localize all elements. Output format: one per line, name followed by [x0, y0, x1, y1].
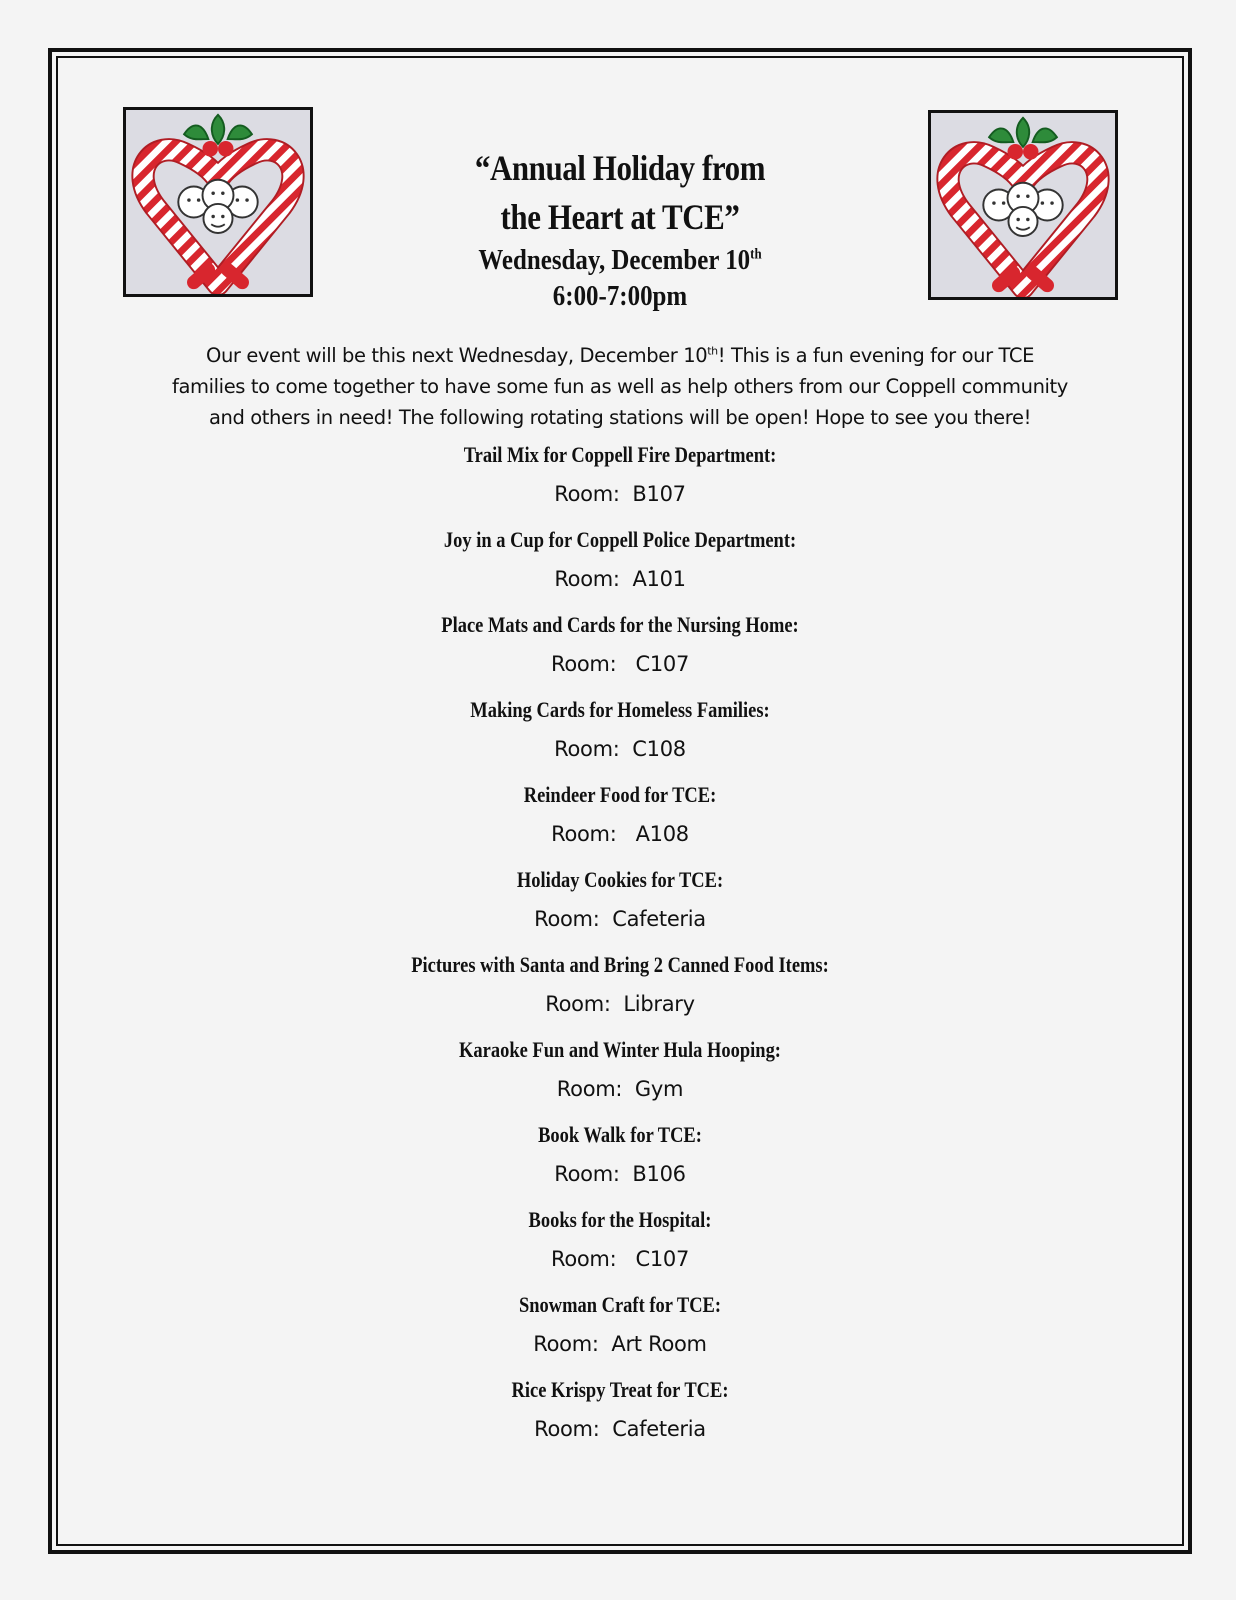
- station-item: [120, 778, 1120, 863]
- station-item: [120, 523, 1120, 608]
- event-title-line-1: “Annual Holiday from: [474, 148, 766, 188]
- event-time: 6:00-7:00pm: [552, 280, 688, 312]
- event-date-suffix: th: [750, 246, 762, 263]
- station-item: [120, 438, 1120, 523]
- station-name: Trail Mix for Coppell Fire Department:: [463, 442, 777, 467]
- station-item: [120, 1288, 1120, 1373]
- station-room: Room: C107: [550, 1247, 690, 1271]
- station-item: [120, 1373, 1120, 1458]
- station-name: Holiday Cookies for TCE:: [516, 867, 724, 892]
- candy-cane-heart-icon: [126, 110, 310, 294]
- intro-line-2: families to come together to have some fun as well as help others from our Coppell community: [172, 375, 1068, 398]
- intro-paragraph: [120, 340, 1120, 433]
- intro-line-1-text: Our event will be this next Wednesday, December 10: [206, 344, 708, 367]
- intro-line-3: and others in need! The following rotating stations will be open! Hope to see you there!: [208, 406, 1031, 429]
- station-item: [120, 608, 1120, 693]
- event-date-text: Wednesday, December 10: [478, 244, 751, 276]
- station-name: Making Cards for Homeless Families:: [470, 697, 770, 722]
- station-name: Karaoke Fun and Winter Hula Hooping:: [459, 1037, 781, 1062]
- station-item: [120, 948, 1120, 1033]
- station-room: Room: Gym: [556, 1077, 684, 1101]
- station-list: [120, 438, 1120, 1458]
- intro-line-1-suffix: th: [707, 344, 718, 358]
- station-room: Room: A101: [554, 567, 686, 591]
- station-room: Room: B106: [554, 1162, 686, 1186]
- station-name: Book Walk for TCE:: [538, 1122, 702, 1147]
- station-name: Snowman Craft for TCE:: [518, 1292, 722, 1317]
- station-room: Room: C107: [550, 652, 690, 676]
- candy-cane-heart-icon: [123, 107, 313, 297]
- station-item: [120, 863, 1120, 948]
- station-room: Room: Cafeteria: [534, 1417, 706, 1441]
- event-date: [362, 242, 878, 278]
- station-room: Room: C108: [554, 737, 686, 761]
- station-name: Rice Krispy Treat for TCE:: [511, 1377, 729, 1402]
- station-room: Room: B107: [554, 482, 686, 506]
- candy-cane-heart-icon: [928, 110, 1118, 300]
- event-title-line-2: the Heart at TCE”: [500, 197, 740, 237]
- station-room: Room: Cafeteria: [534, 907, 706, 931]
- station-name: Place Mats and Cards for the Nursing Home:: [441, 612, 799, 637]
- station-room: Room: Library: [545, 992, 695, 1016]
- candy-cane-heart-icon: [931, 113, 1115, 297]
- station-name: Reindeer Food for TCE:: [523, 782, 717, 807]
- station-room: Room: Art Room: [533, 1332, 707, 1356]
- station-name: Joy in a Cup for Coppell Police Department:: [443, 527, 797, 552]
- station-item: [120, 1118, 1120, 1203]
- station-name: Pictures with Santa and Bring 2 Canned Food Items:: [411, 952, 829, 977]
- intro-line-1: [120, 340, 1120, 371]
- intro-line-1-rest: ! This is a fun evening for our TCE: [717, 344, 1034, 367]
- station-room: Room: A108: [551, 822, 689, 846]
- station-item: [120, 693, 1120, 778]
- station-name: Books for the Hospital:: [528, 1207, 712, 1232]
- station-item: [120, 1203, 1120, 1288]
- event-header: [320, 144, 920, 314]
- station-item: [120, 1033, 1120, 1118]
